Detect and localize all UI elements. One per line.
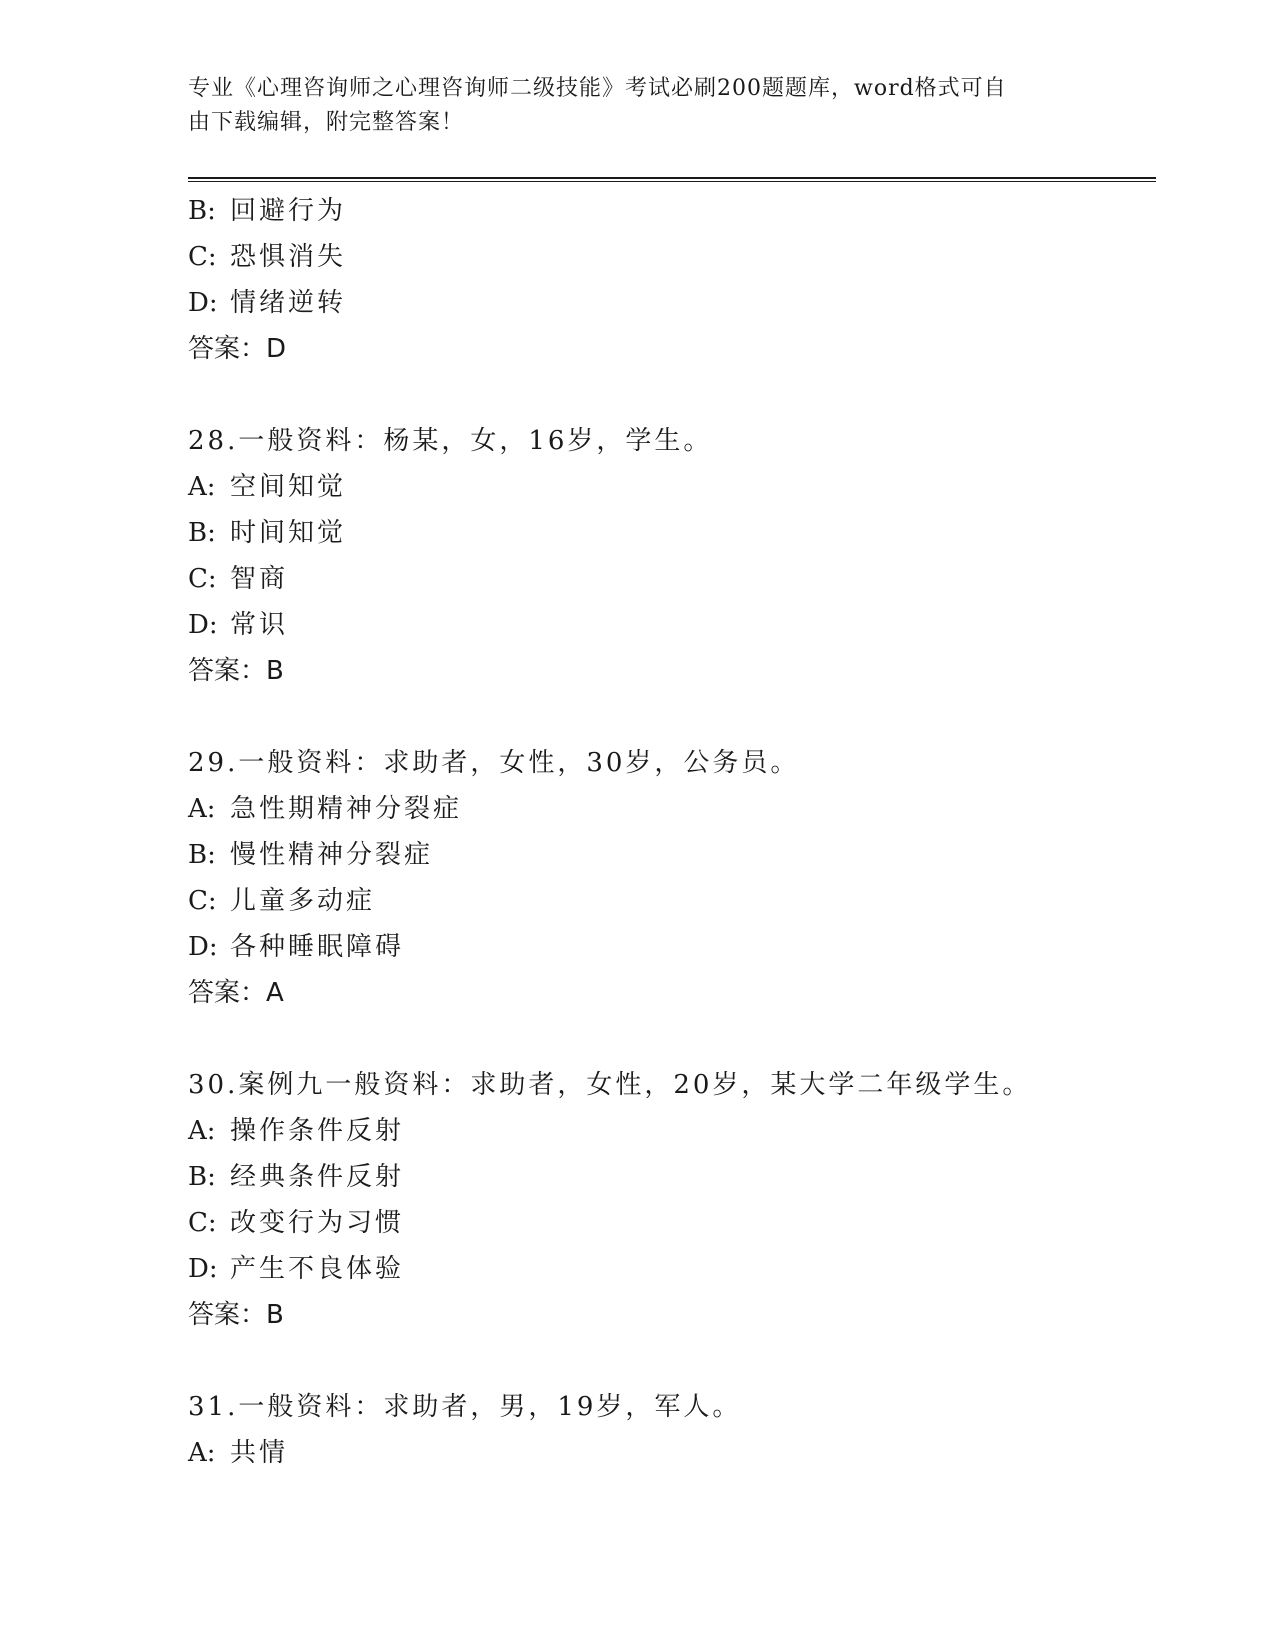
option-letter: A:	[188, 472, 216, 502]
question-30	[188, 1062, 1156, 1338]
header-line-1: 专业《心理咨询师之心理咨询师二级技能》考试必刷200题题库，word格式可自	[188, 76, 1007, 101]
option-letter: C:	[188, 564, 217, 594]
option-text: 空间知觉	[230, 472, 347, 502]
option-letter: D:	[188, 288, 218, 318]
option-line	[188, 556, 1156, 602]
question-28	[188, 418, 1156, 694]
option-letter: B:	[188, 518, 216, 548]
option-line	[188, 188, 1156, 234]
option-line	[188, 786, 1156, 832]
question-carryover	[188, 188, 1156, 372]
question-31	[188, 1384, 1156, 1476]
option-text: 经典条件反射	[230, 1162, 405, 1192]
option-line	[188, 280, 1156, 326]
question-29	[188, 740, 1156, 1016]
option-letter: A:	[188, 1116, 216, 1146]
option-line	[188, 510, 1156, 556]
option-line	[188, 1108, 1156, 1154]
option-text: 恐惧消失	[230, 242, 347, 272]
question-stem: 30.案例九一般资料：求助者，女性，20岁，某大学二年级学生。	[188, 1070, 1032, 1100]
question-stem: 28.一般资料：杨某，女，16岁，学生。	[188, 426, 713, 456]
option-line	[188, 1200, 1156, 1246]
option-letter: C:	[188, 1208, 217, 1238]
option-letter: B:	[188, 196, 216, 226]
question-stem: 29.一般资料：求助者，女性，30岁，公务员。	[188, 748, 800, 778]
option-line	[188, 1246, 1156, 1292]
document-body	[188, 188, 1156, 1476]
option-letter: A:	[188, 1438, 216, 1468]
answer-value: B	[266, 656, 284, 686]
option-letter: C:	[188, 242, 217, 272]
answer-line	[188, 326, 1156, 372]
option-line	[188, 924, 1156, 970]
page-header	[188, 72, 1078, 140]
answer-value: D	[266, 334, 287, 364]
option-text: 慢性精神分裂症	[230, 840, 434, 870]
option-letter: B:	[188, 1162, 216, 1192]
answer-line	[188, 648, 1156, 694]
option-letter: D:	[188, 932, 218, 962]
option-letter: B:	[188, 840, 216, 870]
header-divider	[188, 177, 1156, 182]
option-text: 儿童多动症	[230, 886, 376, 916]
header-line-2: 由下载编辑，附完整答案！	[188, 110, 465, 135]
answer-label: 答案：	[188, 334, 267, 364]
option-letter: D:	[188, 1254, 218, 1284]
option-text: 回避行为	[230, 196, 347, 226]
option-text: 时间知觉	[230, 518, 347, 548]
option-line	[188, 1154, 1156, 1200]
option-line	[188, 602, 1156, 648]
answer-label: 答案：	[188, 656, 267, 686]
option-text: 操作条件反射	[230, 1116, 405, 1146]
answer-line	[188, 970, 1156, 1016]
answer-label: 答案：	[188, 978, 267, 1008]
answer-label: 答案：	[188, 1300, 267, 1330]
answer-value: A	[266, 978, 284, 1008]
option-text: 产生不良体验	[230, 1254, 405, 1284]
option-line	[188, 464, 1156, 510]
option-letter: D:	[188, 610, 218, 640]
question-stem: 31.一般资料：求助者，男，19岁，军人。	[188, 1392, 742, 1422]
option-line	[188, 1430, 1156, 1476]
answer-value: B	[266, 1300, 284, 1330]
option-text: 智商	[230, 564, 289, 594]
option-letter: C:	[188, 886, 217, 916]
option-line	[188, 878, 1156, 924]
option-text: 急性期精神分裂症	[230, 794, 463, 824]
option-text: 共情	[230, 1438, 289, 1468]
option-text: 各种睡眠障碍	[230, 932, 405, 962]
option-text: 情绪逆转	[230, 288, 347, 318]
option-line	[188, 234, 1156, 280]
answer-line	[188, 1292, 1156, 1338]
option-text: 改变行为习惯	[230, 1208, 405, 1238]
option-line	[188, 832, 1156, 878]
option-text: 常识	[230, 610, 289, 640]
option-letter: A:	[188, 794, 216, 824]
